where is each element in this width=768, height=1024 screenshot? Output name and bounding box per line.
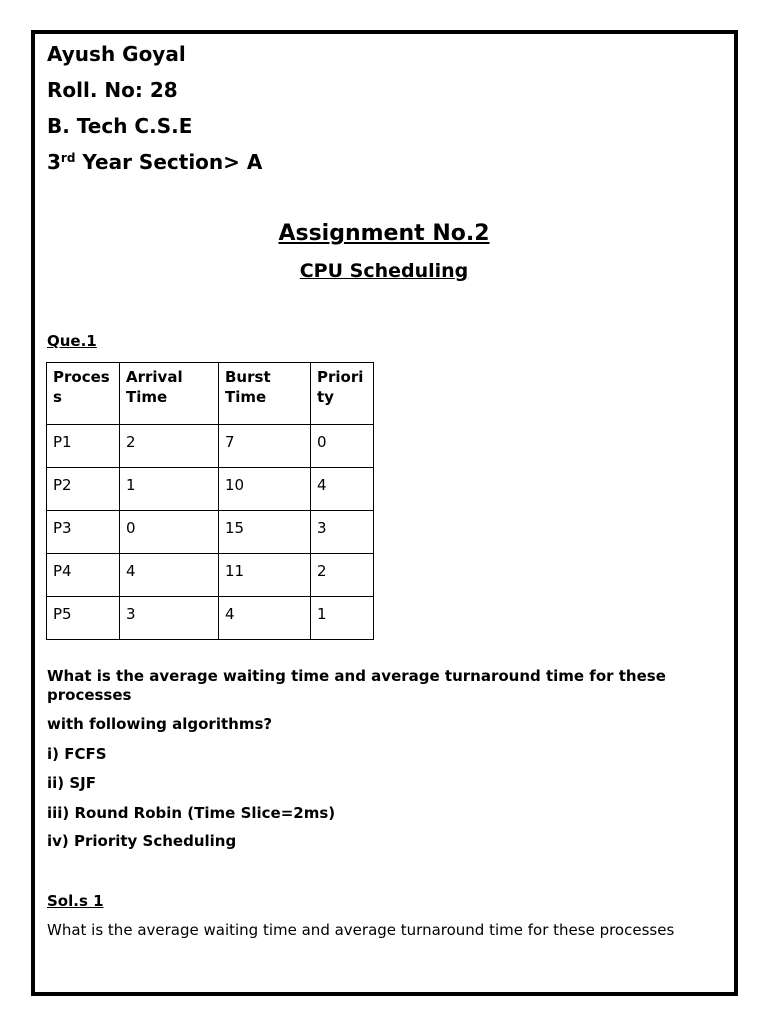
cell-arrival: 3 [120, 597, 219, 640]
cell-burst: 15 [219, 511, 311, 554]
cell-process: P4 [47, 554, 120, 597]
table-row [47, 468, 374, 511]
year-ordinal: rd [60, 151, 76, 165]
roll-number: Roll. No: 28 [47, 78, 178, 102]
cell-arrival: 2 [120, 425, 219, 468]
assignment-title: Assignment No.2 [278, 221, 490, 246]
header-priority: Priori ty [311, 363, 374, 425]
cell-burst: 10 [219, 468, 311, 511]
cell-process: P2 [47, 468, 120, 511]
cell-arrival: 4 [120, 554, 219, 597]
cell-burst: 7 [219, 425, 311, 468]
question-text: What is the average waiting time and average turnaround time for these processes [47, 667, 666, 704]
cell-priority: 1 [311, 597, 374, 640]
cell-arrival: 1 [120, 468, 219, 511]
table-row [47, 554, 374, 597]
option-priority: iv) Priority Scheduling [47, 832, 237, 850]
cell-arrival: 0 [120, 511, 219, 554]
header-arrival-time: Arrival Time [120, 363, 219, 425]
table-row [47, 511, 374, 554]
cell-priority: 4 [311, 468, 374, 511]
year-section [47, 150, 262, 174]
option-round-robin: iii) Round Robin (Time Slice=2ms) [47, 804, 336, 822]
solution-text: What is the average waiting time and average turnaround time for these processes [47, 921, 675, 939]
student-name: Ayush Goyal [47, 42, 186, 66]
cell-priority: 2 [311, 554, 374, 597]
question-label: Que.1 [47, 332, 97, 350]
header-process: Proces s [47, 363, 120, 425]
question-text-continued: with following algorithms? [47, 715, 273, 733]
table-row [47, 597, 374, 640]
cell-process: P3 [47, 511, 120, 554]
year-section-text: Year Section> A [75, 150, 263, 174]
header-burst-time: Burst Time [219, 363, 311, 425]
process-table [46, 362, 374, 640]
cell-burst: 4 [219, 597, 311, 640]
cell-priority: 3 [311, 511, 374, 554]
solution-label: Sol.s 1 [47, 892, 104, 910]
year-number: 3 [47, 150, 61, 174]
course: B. Tech C.S.E [47, 114, 193, 138]
cell-priority: 0 [311, 425, 374, 468]
cell-process: P5 [47, 597, 120, 640]
cell-burst: 11 [219, 554, 311, 597]
table-row [47, 425, 374, 468]
assignment-subtitle: CPU Scheduling [299, 260, 469, 282]
table-header-row [47, 363, 374, 425]
option-sjf: ii) SJF [47, 774, 96, 792]
option-fcfs: i) FCFS [47, 745, 107, 763]
cell-process: P1 [47, 425, 120, 468]
